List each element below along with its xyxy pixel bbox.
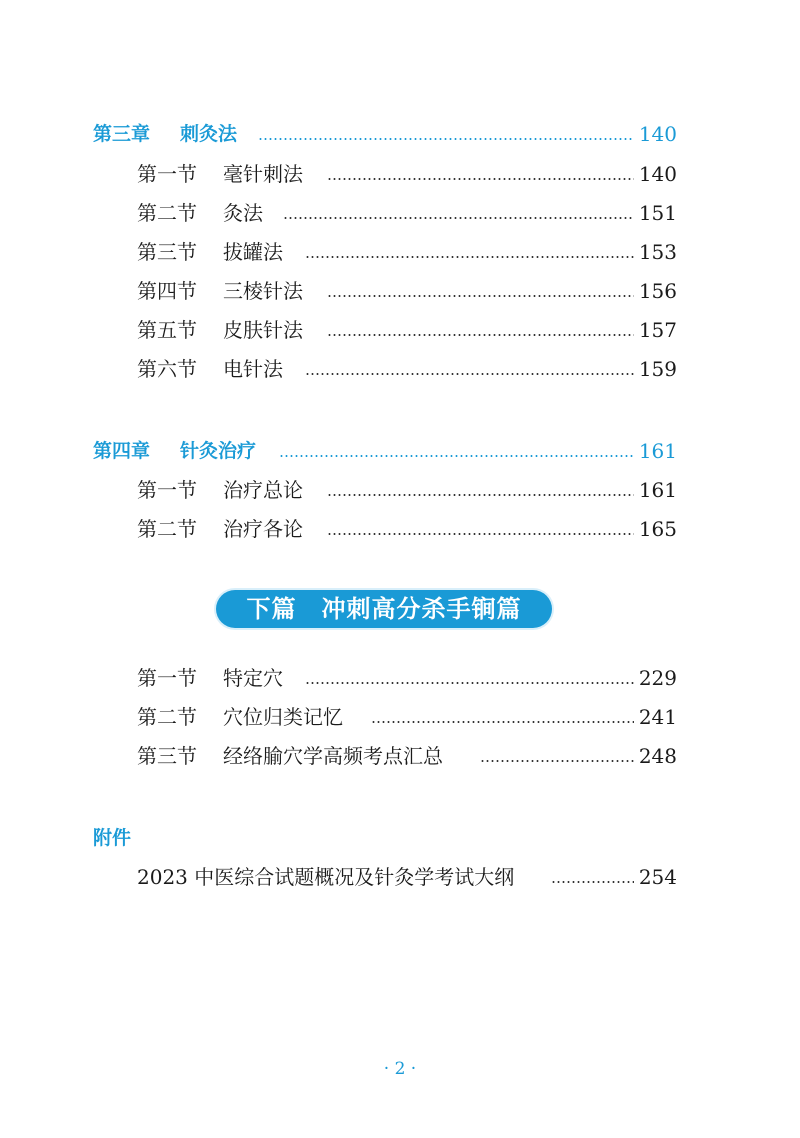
section-number: 第四节: [137, 279, 197, 303]
leader-dots: [480, 760, 634, 762]
section-title: 特定穴: [223, 666, 283, 690]
toc-section[interactable]: [0, 276, 800, 306]
leader-dots: [305, 256, 634, 258]
toc-section[interactable]: [0, 663, 800, 693]
toc-chapter-4[interactable]: [0, 436, 800, 466]
toc-section[interactable]: [0, 315, 800, 345]
leader-dots: [327, 533, 634, 535]
leader-dots: [327, 295, 634, 297]
leader-dots: [327, 334, 634, 336]
chapter-title: 针灸治疗: [180, 440, 257, 462]
page-number: 156: [638, 279, 677, 303]
section-title: 灸法: [223, 201, 263, 225]
leader-dots: [327, 178, 634, 180]
appendix-item-title: 2023 中医综合试题概况及针灸学考试大纲: [137, 865, 515, 889]
toc-section[interactable]: [0, 237, 800, 267]
section-title: 拔罐法: [223, 240, 283, 264]
leader-dots: [305, 373, 634, 375]
section-title: 电针法: [223, 357, 283, 381]
chapter-number: 第三章: [93, 123, 151, 145]
toc-section[interactable]: [0, 514, 800, 544]
part-banner[interactable]: 下篇 冲刺高分杀手锏篇: [216, 590, 552, 628]
section-number: 第六节: [137, 357, 197, 381]
section-title: 三棱针法: [223, 279, 303, 303]
section-title: 穴位归类记忆: [223, 705, 343, 729]
leader-dots: [279, 455, 634, 457]
section-title: 治疗总论: [223, 478, 303, 502]
section-number: 第五节: [137, 318, 197, 342]
page-number: 229: [638, 666, 677, 690]
leader-dots: [327, 494, 634, 496]
section-number: 第二节: [137, 517, 197, 541]
section-number: 第一节: [137, 666, 197, 690]
section-number: 第一节: [137, 162, 197, 186]
toc-section[interactable]: [0, 198, 800, 228]
appendix-heading[interactable]: 附件: [93, 827, 132, 849]
page-number: 165: [638, 517, 677, 541]
page-number: 248: [638, 744, 677, 768]
section-title: 治疗各论: [223, 517, 303, 541]
section-number: 第一节: [137, 478, 197, 502]
toc-section[interactable]: [0, 741, 800, 771]
section-title: 皮肤针法: [223, 318, 303, 342]
page-number: 241: [638, 705, 677, 729]
leader-dots: [305, 682, 634, 684]
leader-dots: [371, 721, 634, 723]
section-title: 毫针刺法: [223, 162, 303, 186]
chapter-title: 刺灸法: [180, 123, 238, 145]
page-number: 161: [638, 439, 677, 463]
page-number: 153: [638, 240, 677, 264]
page-number: 140: [638, 122, 677, 146]
toc-section[interactable]: [0, 475, 800, 505]
page-number: 157: [638, 318, 677, 342]
toc-appendix-item[interactable]: [0, 862, 800, 892]
toc-chapter-3[interactable]: [0, 119, 800, 149]
section-title: 经络腧穴学高频考点汇总: [223, 744, 443, 768]
section-number: 第二节: [137, 201, 197, 225]
leader-dots: [283, 217, 634, 219]
leader-dots: [258, 138, 634, 140]
page-number: 151: [638, 201, 677, 225]
toc-section[interactable]: [0, 159, 800, 189]
toc-section[interactable]: [0, 354, 800, 384]
toc-section[interactable]: [0, 702, 800, 732]
section-number: 第三节: [137, 744, 197, 768]
chapter-number: 第四章: [93, 440, 151, 462]
page-number: 159: [638, 357, 677, 381]
leader-dots: [551, 881, 634, 883]
section-number: 第三节: [137, 240, 197, 264]
page-number: 254: [638, 865, 677, 889]
section-number: 第二节: [137, 705, 197, 729]
page-number: 161: [638, 478, 677, 502]
footer-page-number: · 2 ·: [383, 1059, 417, 1079]
page-number: 140: [638, 162, 677, 186]
